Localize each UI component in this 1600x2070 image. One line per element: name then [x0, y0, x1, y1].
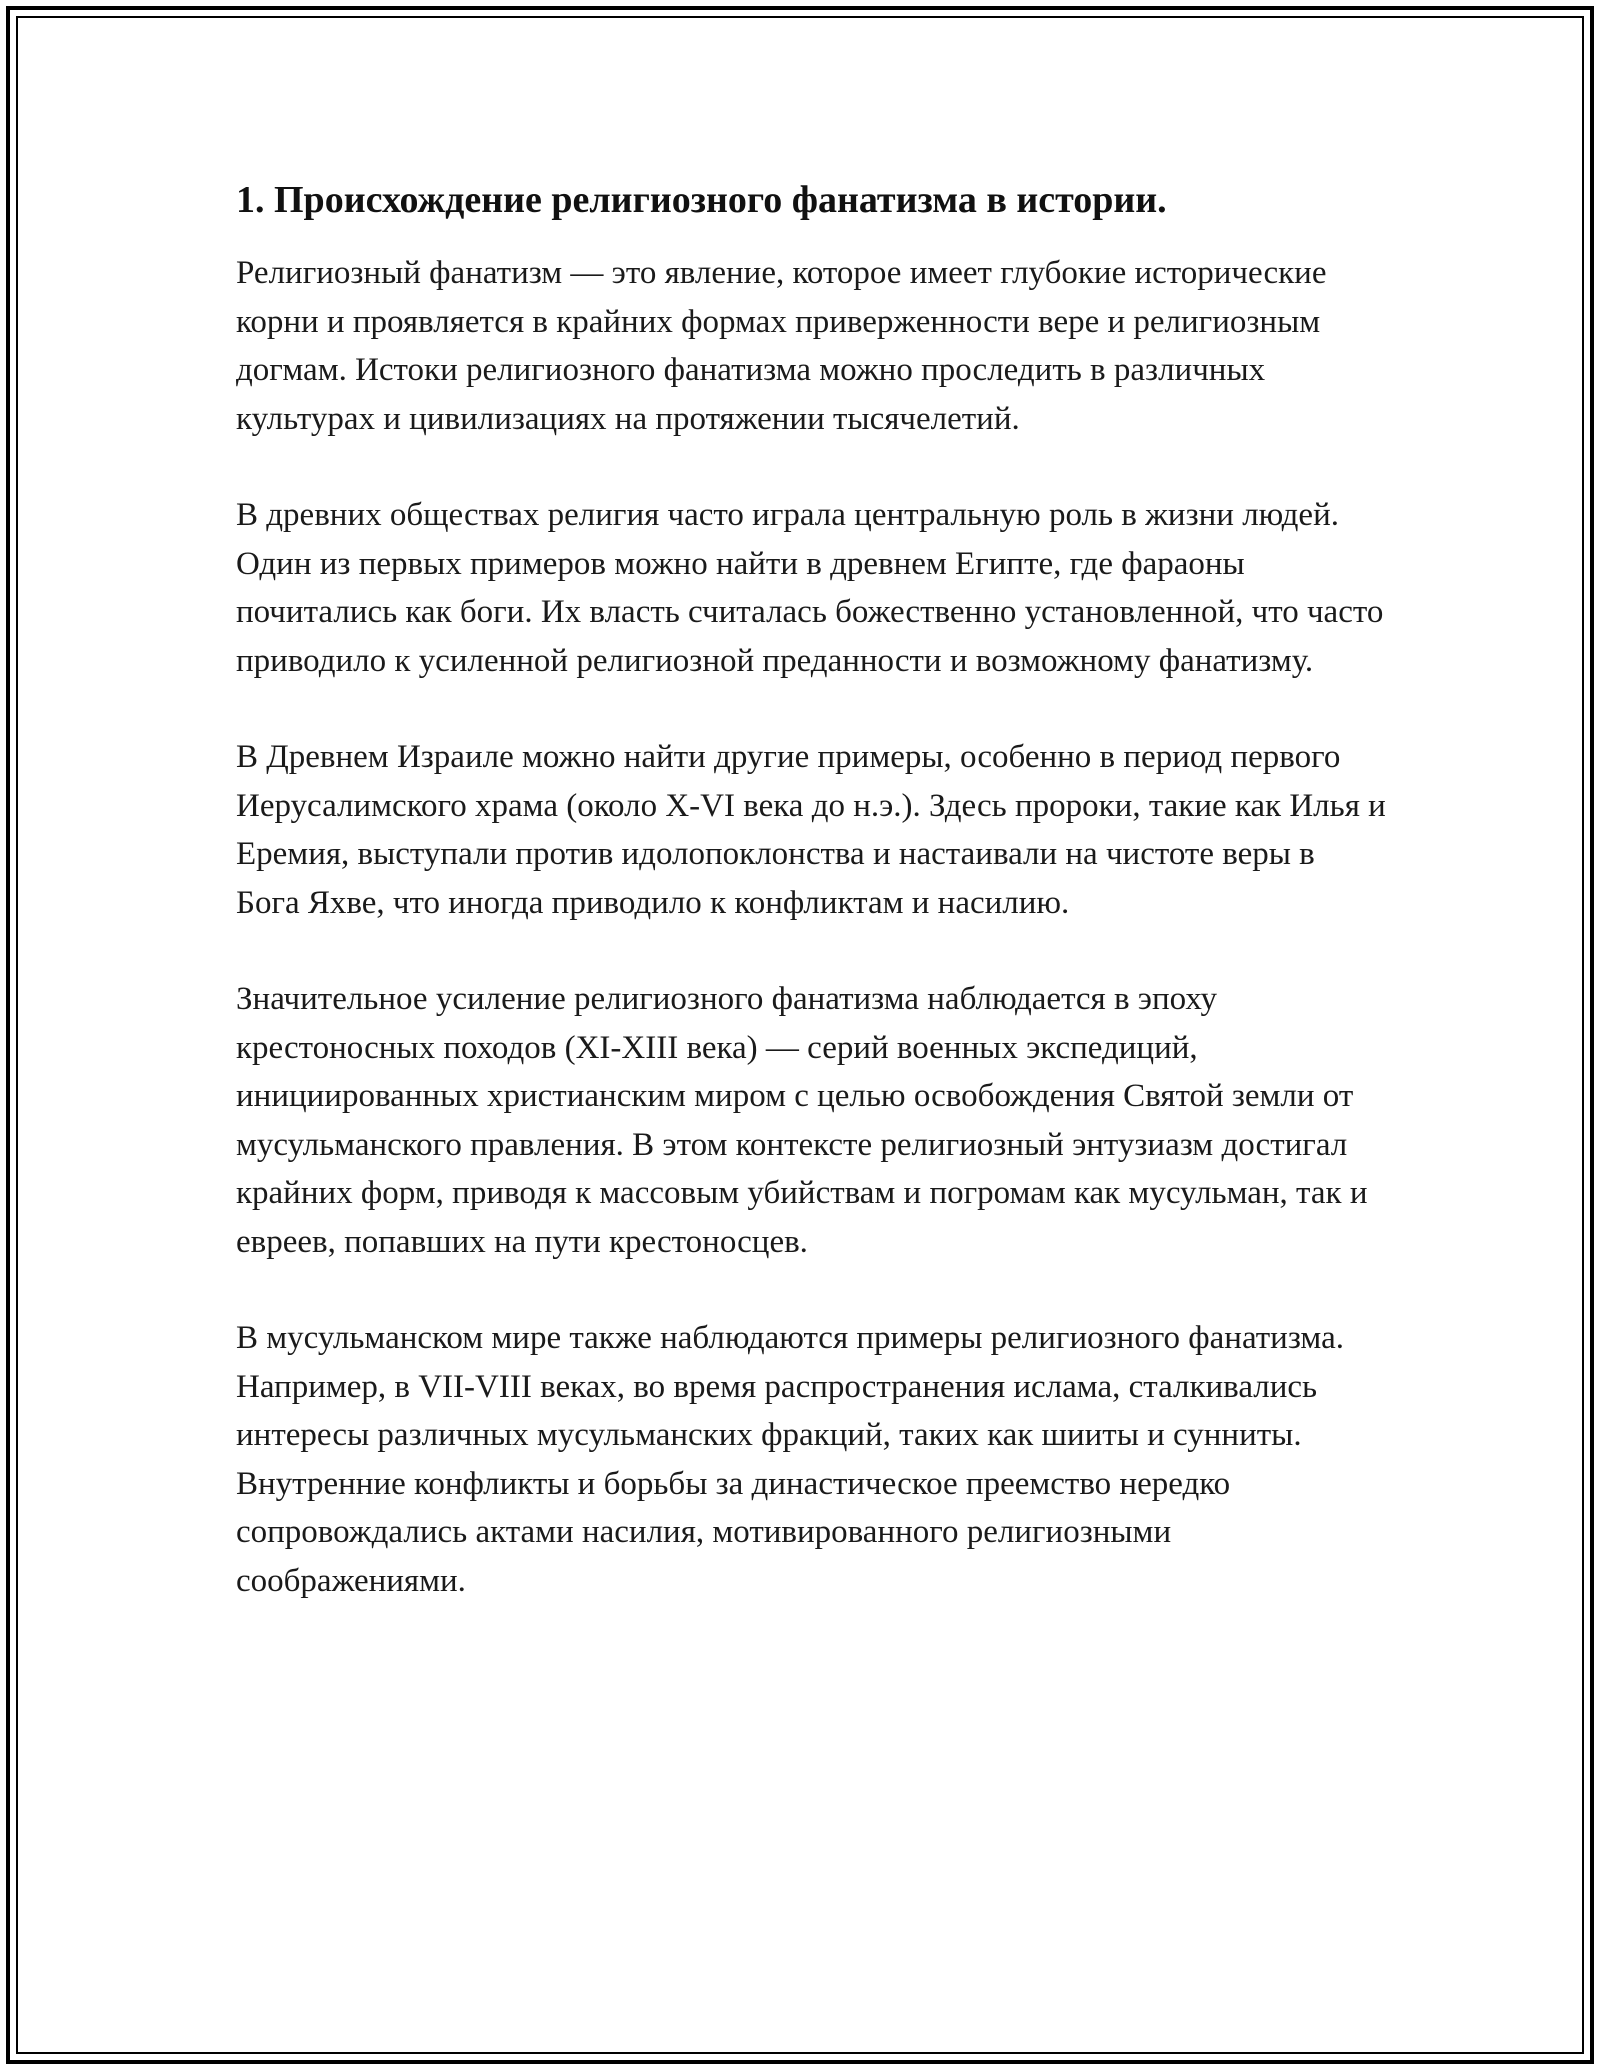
paragraph-ancient-egypt: В древних обществах религия часто играла центральную роль в жизни людей. Один из первых примеров можно найти в древнем Египте, где фараоны почитались как боги. Их власть считалась божественно установленной, что часто приводило к усиленной религиозной преданности и возможному фанатизму. — [236, 497, 1384, 679]
paragraph-ancient-israel: В Древнем Израиле можно найти другие примеры, особенно в период первого Иерусалимского храма (около X-VI века до н.э.). Здесь пророки, такие как Илья и Еремия, выступали против идолопоклонства и настаивали на чистоте веры в Бога Яхве, что иногда приводило к конфликтам и насилию. — [236, 739, 1386, 921]
paragraph-intro: Религиозный фанатизм — это явление, которое имеет глубокие исторические корни и проявляется в крайних формах приверженности вере и религиозным догмам. Истоки религиозного фанатизма можно проследить в различных культурах и цивилизациях на протяжении тысячелетий. — [236, 255, 1327, 437]
document-body — [236, 176, 1386, 1653]
paragraph-crusades: Значительное усиление религиозного фанатизма наблюдается в эпоху крестоносных походов (XI-XIII века) — серий военных экспедиций, инициированных христианским миром с целью освобождения Святой земли от мусульманского правления. В этом контексте религиозный энтузиазм достигал крайних форм, приводя к массовым убийствам и погромам как мусульман, так и евреев, попавших на пути крестоносцев. — [236, 981, 1368, 1260]
section-heading: 1. Происхождение религиозного фанатизма в истории. — [236, 179, 1167, 221]
paragraph-muslim-world: В мусульманском мире также наблюдаются примеры религиозного фанатизма. Например, в VII-VIII веках, во время распространения ислама, сталкивались интересы различных мусульманских фракций, таких как шииты и сунниты. Внутренние конфликты и борьбы за династическое преемство нередко сопровождались актами насилия, мотивированного религиозными соображениями. — [236, 1320, 1344, 1599]
